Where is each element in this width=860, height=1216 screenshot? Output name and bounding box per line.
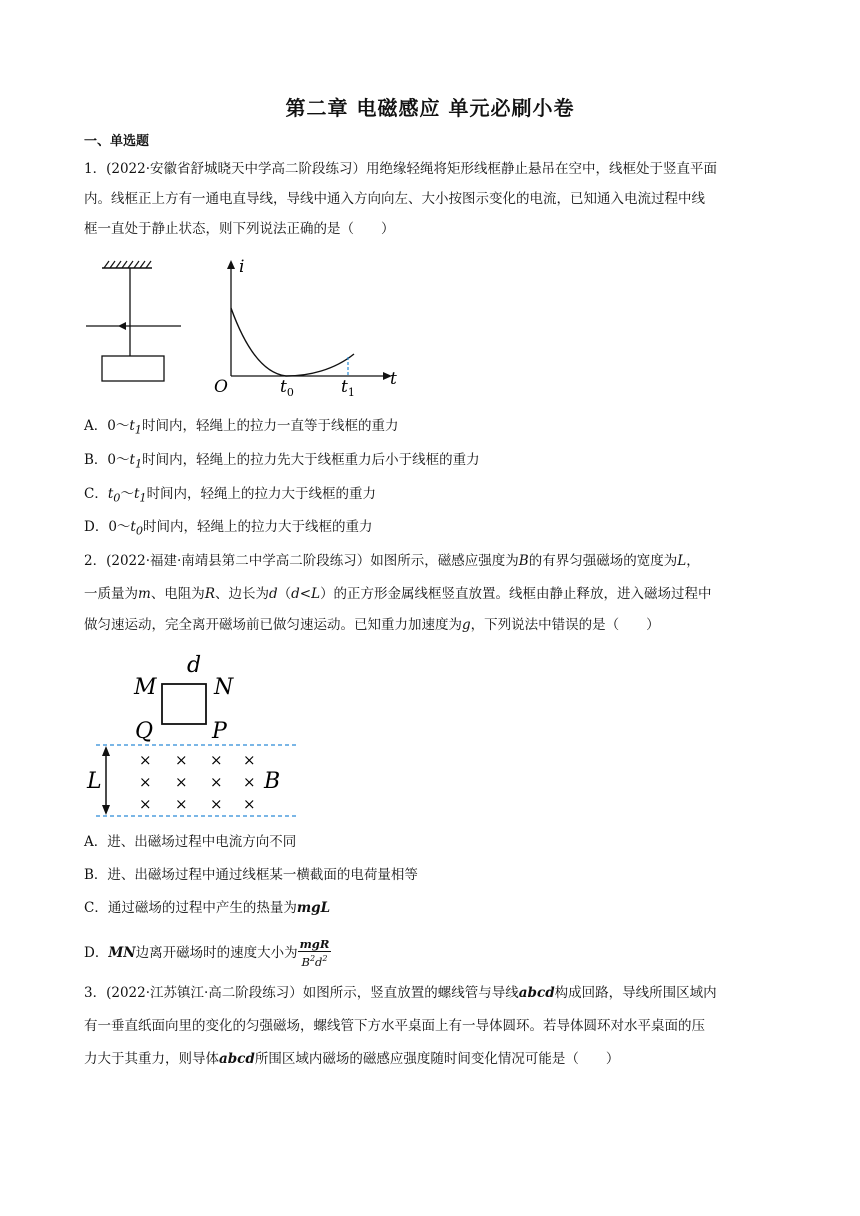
cross: ×	[210, 751, 223, 769]
label-P: P	[212, 719, 227, 744]
q1-option-d[interactable]: D．$0\sim t_0$时间内，轻绳上的拉力大于线框的重力	[84, 519, 373, 538]
q1-stem-line-3: 框一直处于静止状态，则下列说法正确的是（ ）	[84, 221, 395, 237]
axis-t-label: t	[390, 369, 397, 389]
cross: ×	[243, 795, 256, 813]
square-frame	[162, 684, 206, 724]
q2-figure	[84, 650, 314, 820]
q1-stem-line-1: 1．(2022·安徽省舒城晓天中学高二阶段练习）用绝缘轻绳将矩形线框静止悬吊在空中，线框处于竖直平面	[84, 161, 718, 177]
q2-option-b[interactable]: B．进、出磁场过程中通过线框某一横截面的电荷量相等	[84, 867, 418, 883]
cross: ×	[210, 795, 223, 813]
y-axis-arrow	[227, 260, 235, 269]
wire-frame	[102, 356, 164, 381]
current-curve	[231, 308, 354, 376]
width-arrow-top	[102, 746, 110, 756]
cross: ×	[139, 773, 152, 791]
width-arrow-bottom	[102, 805, 110, 815]
cross: ×	[139, 751, 152, 769]
label-d: d	[187, 653, 202, 678]
label-N: N	[214, 675, 234, 700]
q2-stem-line-2: 一质量为m、电阻为R、边长为d（d<L）的正方形金属线框竖直放置。线框由静止释放，进入磁场过程中	[84, 586, 712, 602]
q2-option-a[interactable]: A．进、出磁场过程中电流方向不同	[84, 834, 297, 850]
current-arrow	[118, 322, 126, 330]
label-L: L	[87, 769, 102, 794]
field-crosses	[139, 751, 256, 813]
q1-option-a[interactable]: A．$0\sim t_1$时间内，轻绳上的拉力一直等于线框的重力	[84, 418, 399, 437]
q1-stem-line-2: 内。线框正上方有一通电直导线，导线中通入方向向左、大小按图示变化的电流，已知通入电流过程中线	[84, 191, 705, 207]
velocity-fraction: $\frac{\text{mgR}}{B^2d^2}$	[299, 937, 330, 969]
section-heading: 一、单选题	[84, 134, 150, 149]
q1-option-b[interactable]: B．$0\sim t_1$时间内，轻绳上的拉力先大于线框重力后小于线框的重力	[84, 452, 480, 471]
q3-stem-line-3: 力大于其重力，则导体abcd所围区域内磁场的磁感应强度随时间变化情况可能是（ ）	[84, 1051, 620, 1067]
cross: ×	[243, 773, 256, 791]
cross: ×	[175, 751, 188, 769]
ceiling-hatch	[104, 261, 151, 268]
axis-i-label: i	[239, 257, 245, 277]
q2-stem-line-3: 做匀速运动，完全离开磁场前已做匀速运动。已知重力加速度为g，下列说法中错误的是（ ）	[84, 617, 660, 633]
q2-stem-line-1: 2．(2022·福建·南靖县第二中学高二阶段练习）如图所示，磁感应强度为B的有界匀强磁场的宽度为L，	[84, 553, 700, 569]
q3-stem-line-1: 3．(2022·江苏镇江·高二阶段练习）如图所示，竖直放置的螺线管与导线abcd构成回路，导线所围区域内	[84, 985, 717, 1001]
q1-figure	[84, 258, 404, 398]
q2-option-d[interactable]: D．MN边离开磁场时的速度大小为 $\frac{\text{mgR}}{B^2d^2}$	[84, 937, 330, 969]
label-M: M	[134, 675, 157, 700]
cross: ×	[175, 773, 188, 791]
origin-label: O	[214, 377, 228, 397]
t1-label: $t_1$	[341, 377, 355, 399]
t0-label: $t_0$	[280, 377, 294, 399]
cross: ×	[139, 795, 152, 813]
cross: ×	[175, 795, 188, 813]
q3-stem-line-2: 有一垂直纸面向里的变化的匀强磁场，螺线管下方水平桌面上有一导体圆环。若导体圆环对水平桌面的压	[84, 1018, 705, 1034]
cross: ×	[210, 773, 223, 791]
cross: ×	[243, 751, 256, 769]
label-B: B	[264, 769, 281, 794]
q2-option-c[interactable]: C．通过磁场的过程中产生的热量为mgL	[84, 900, 331, 916]
page-title: 第二章 电磁感应 单元必刷小卷	[285, 96, 575, 120]
label-Q: Q	[135, 719, 154, 744]
q1-option-c[interactable]: C．$t_0\sim t_1$时间内，轻绳上的拉力大于线框的重力	[84, 486, 377, 505]
